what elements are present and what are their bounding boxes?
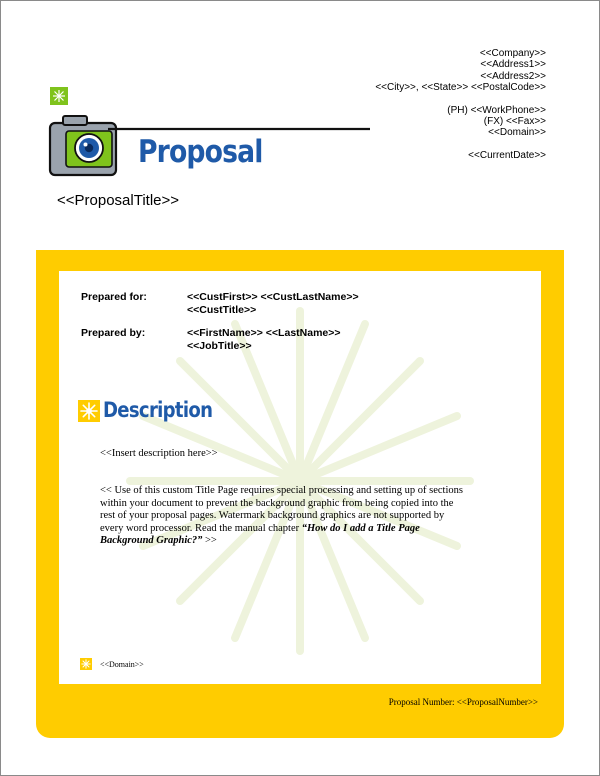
- description-body-end: >>: [202, 535, 217, 547]
- footer-domain: <<Domain>>: [100, 660, 144, 669]
- description-placeholder: <<Insert description here>>: [100, 448, 218, 459]
- city-state-postal-field: <<City>>, <<State>> <<PostalCode>>: [375, 82, 546, 94]
- address1-field: <<Address1>>: [480, 59, 546, 71]
- description-heading: Description: [103, 398, 213, 422]
- prepared-by-label: Prepared by:: [81, 327, 146, 339]
- prepared-by-value: [187, 327, 341, 352]
- fax-field: (FX) <<Fax>>: [483, 116, 546, 128]
- company-field: <<Company>>: [479, 48, 546, 59]
- phone-field: (PH) <<WorkPhone>>: [447, 104, 546, 116]
- footer-sunburst-icon: [80, 658, 92, 670]
- proposal-title: <<ProposalTitle>>: [57, 192, 180, 209]
- proposal-heading: Proposal: [138, 134, 263, 170]
- author-title: <<JobTitle>>: [187, 339, 252, 352]
- description-body: [100, 485, 470, 548]
- customer-title: <<CustTitle>>: [187, 303, 257, 316]
- customer-name: <<CustFirst>> <<CustLastName>>: [187, 291, 359, 303]
- author-name: <<FirstName>> <<LastName>>: [187, 327, 341, 339]
- prepared-for-value: [187, 291, 359, 316]
- sender-address-block: [375, 48, 546, 161]
- proposal-number: Proposal Number: <<ProposalNumber>>: [388, 697, 538, 707]
- prepared-for-label: Prepared for:: [81, 291, 147, 303]
- manual-chapter-reference: “How do I add a Title Page Background Graphic?”: [100, 522, 420, 547]
- description-body-start: << Use of this custom Title Page requires special processing and setting up of sections within your document to prevent the background graphic from being copied into the rest of your proposal pages. Watermark background graphics are not supported by every word processor. Read the manual chapter: [100, 485, 463, 534]
- domain-field: <<Domain>>: [488, 127, 546, 139]
- date-field: <<CurrentDate>>: [468, 149, 546, 161]
- address2-field: <<Address2>>: [480, 70, 546, 82]
- sunburst-icon: [78, 400, 100, 422]
